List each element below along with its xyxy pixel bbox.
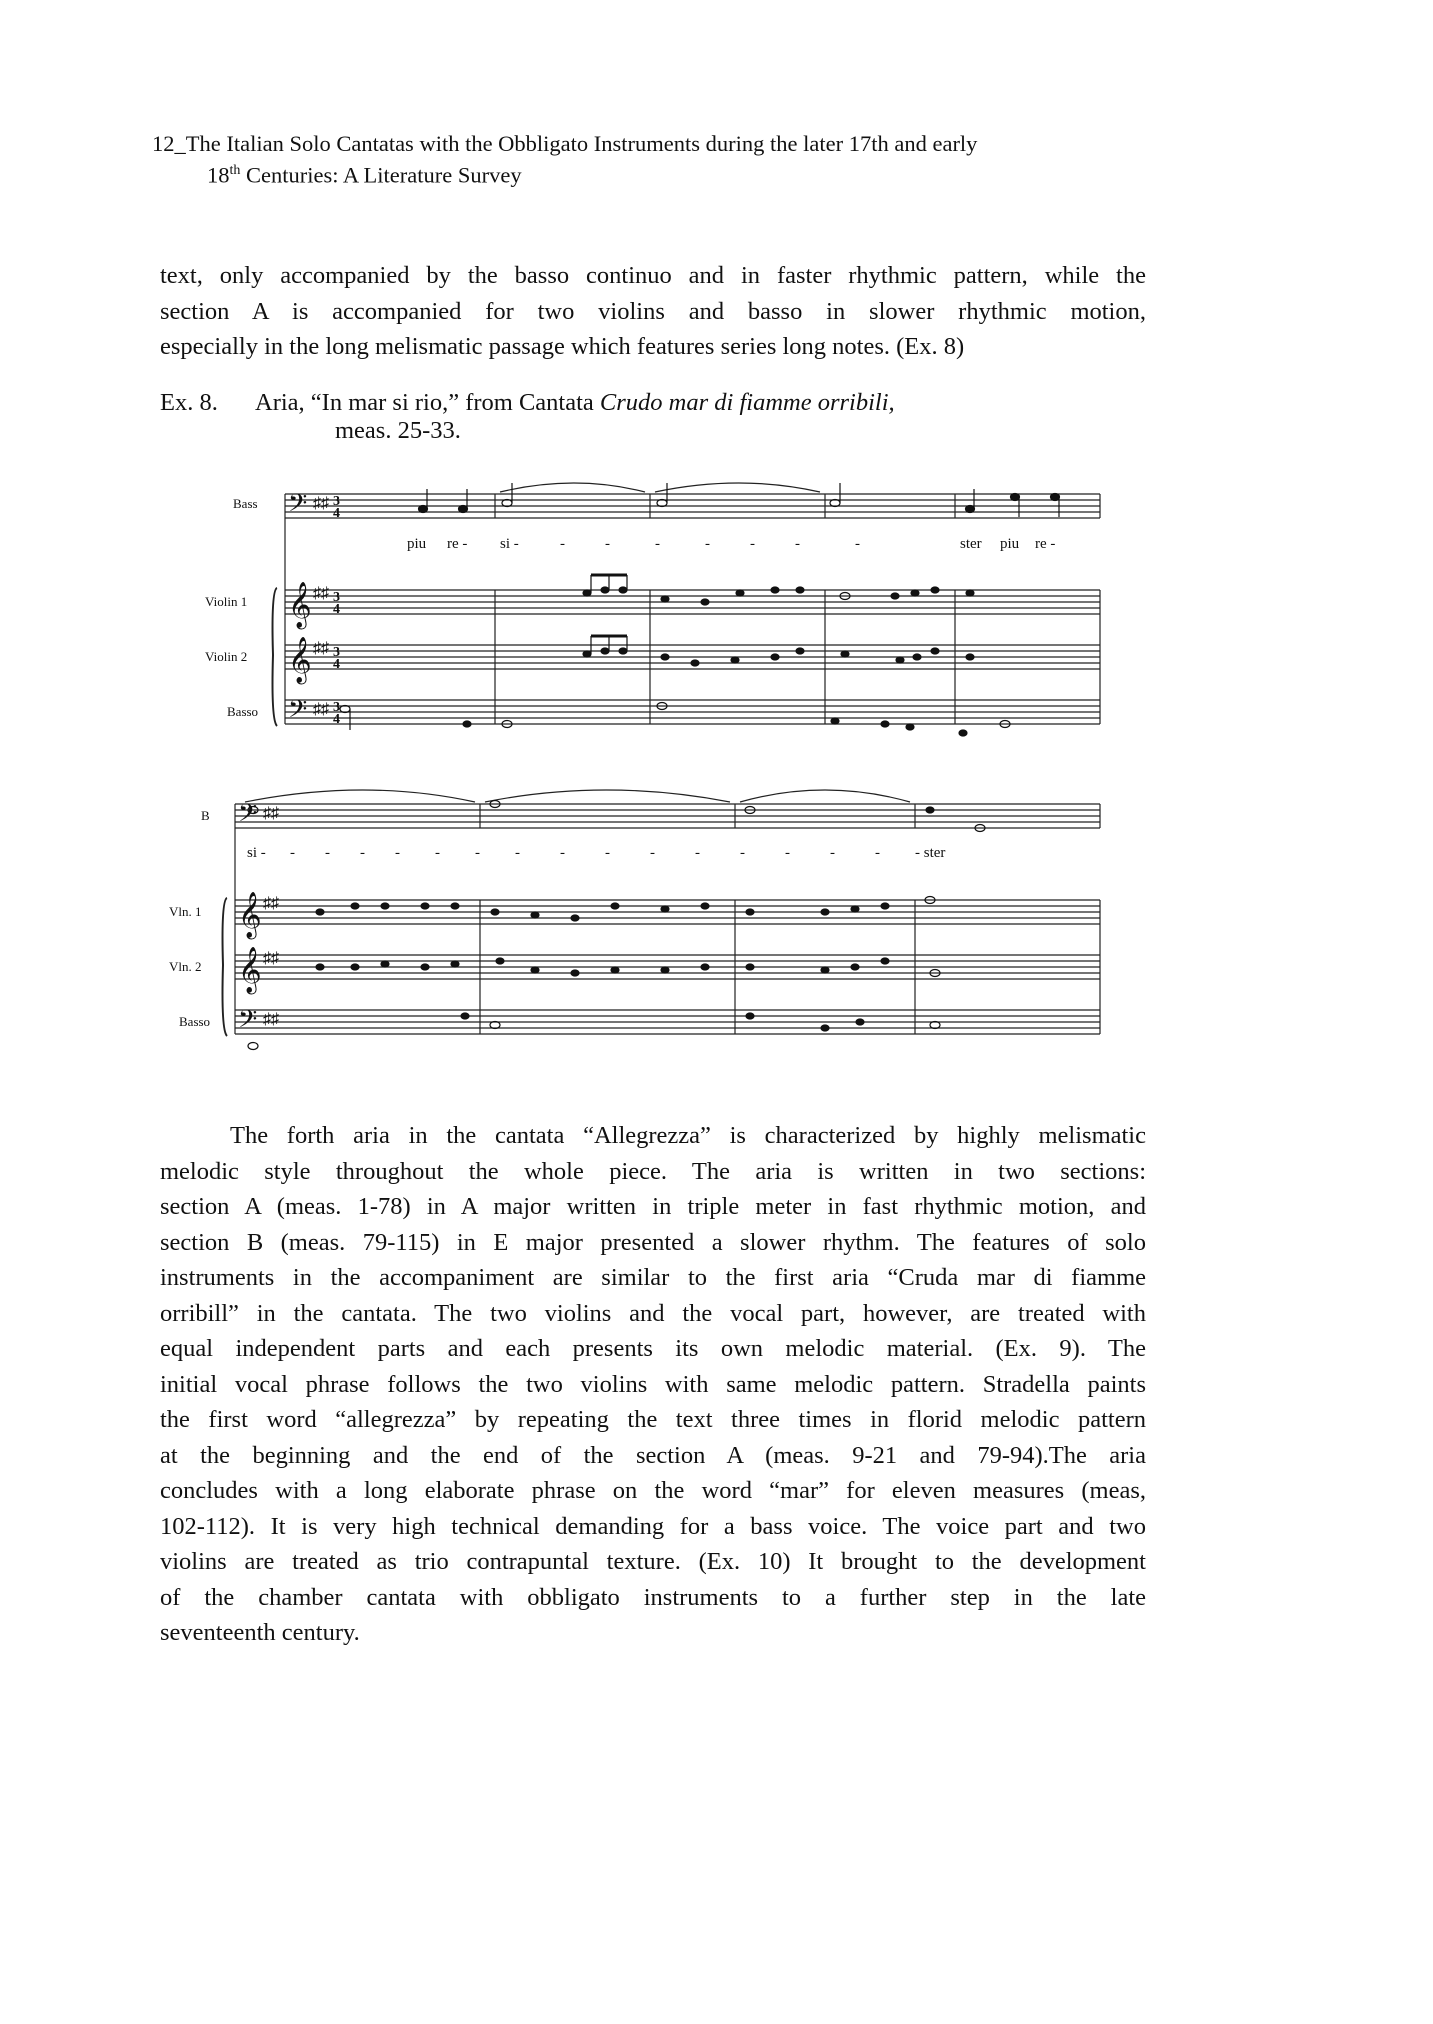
svg-text:♯♯: ♯♯ [263,805,279,822]
svg-text:4: 4 [333,712,340,727]
staff-basso2-lines [235,1010,1100,1034]
bass-clef-icon: 𝄢 [238,1006,258,1039]
lyric: - [395,845,400,861]
lyric: piu [407,536,427,552]
svg-text:3: 3 [333,494,340,509]
paragraph-2 [160,1118,1146,1651]
lyric: re - [1035,536,1056,552]
staff-label: Basso [227,704,259,719]
svg-text:3: 3 [333,590,340,605]
lyric: - [560,536,565,552]
bass-clef-icon: 𝄢 [288,490,308,523]
header-line-1: 12_The Italian Solo Cantatas with the Obbligato Instruments during the later 17th and early [152,131,978,156]
lyric: - [650,845,655,861]
lyric: - [605,536,610,552]
bass-clef-icon: 𝄢 [238,800,258,833]
paragraph-1 [160,258,1146,365]
lyric: - [475,845,480,861]
svg-text:3: 3 [333,700,340,715]
staff-label: Bass [233,496,258,511]
lyric: - [325,845,330,861]
svg-text:4: 4 [333,506,340,521]
music-score-example-8 [169,480,1125,1050]
text-line: especially in the long melismatic passage which features series long notes. (Ex. 8) [160,333,965,360]
lyric: - [515,845,520,861]
svg-text:♯♯: ♯♯ [313,701,329,718]
svg-text:4: 4 [333,602,340,617]
text-line: of the chamber cantata with obbligato instruments to a further step in the late [160,1583,1146,1611]
lyric: - [560,845,565,861]
lyric: - [740,845,745,861]
lyric: - [855,536,860,552]
lyric: - [695,845,700,861]
example-caption [160,388,895,446]
bass-clef-icon: 𝄢 [288,696,308,729]
lyric: - [655,536,660,552]
text-line: section A is accompanied for two violins and basso in slower rhythmic motion, [160,297,1146,325]
lyric: - [705,536,710,552]
treble-clef-icon: 𝄞 [238,892,262,937]
running-header [152,130,1152,189]
staff-bass-lines [285,494,1100,518]
lyric: re - [447,536,468,552]
lyric: - [875,845,880,861]
svg-text:♯♯: ♯♯ [263,895,279,912]
lyric: piu [1000,536,1020,552]
lyric: - [360,845,365,861]
text-line: 102-112). It is very high technical demanding for a bass voice. The voice part and two [160,1512,1146,1540]
text-line: melodic style throughout the whole piece. The aria is written in two sections: [160,1157,1146,1185]
example-title: Aria, “In mar si rio,” from Cantata [255,389,600,416]
text-line: The forth aria in the cantata “Allegrezza” is characterized by highly melismatic [230,1122,1146,1149]
cantata-title: Crudo mar di fiamme orribili, [599,389,895,416]
lyric: - [605,845,610,861]
svg-text:♯♯: ♯♯ [263,950,279,967]
text-line: the first word “allegrezza” by repeating the text three times in florid melodic pattern [160,1406,1146,1433]
svg-text:3: 3 [333,645,340,660]
lyric: - [795,536,800,552]
lyric: si - [247,845,266,861]
svg-text:♯♯: ♯♯ [313,585,329,602]
lyric: - [435,845,440,861]
text-line: seventeenth century. [160,1619,360,1646]
text-line: section B (meas. 79-115) in E major presented a slower rhythm. The features of solo [160,1228,1146,1256]
lyric: - [830,845,835,861]
staff-label: Violin 2 [205,649,248,664]
staff-label: B [201,808,210,823]
staff-label: Vln. 1 [169,904,202,919]
staff-label: Vln. 2 [169,959,202,974]
staff-label: Violin 1 [205,594,248,609]
treble-clef-icon: 𝄞 [288,637,312,682]
staff-label: Basso [179,1014,211,1029]
text-line: equal independent parts and each presents its own melodic material. (Ex. 9). The [160,1335,1146,1362]
text-line: violins are treated as trio contrapuntal texture. (Ex. 10) It brought to the development [160,1548,1146,1575]
svg-text:♯♯: ♯♯ [313,640,329,657]
header-line-2: 18th Centuries: A Literature Survey [207,162,522,188]
example-number: Ex. 8. [160,389,218,416]
text-line: concludes with a long elaborate phrase on the word “mar” for eleven measures (meas, [160,1477,1146,1504]
treble-clef-icon: 𝄞 [238,947,262,992]
text-line: orribill” in the cantata. The two violins and the vocal part, however, are treated with [160,1299,1146,1327]
text-line: text, only accompanied by the basso continuo and in faster rhythmic pattern, while the [160,262,1146,289]
lyric: si - [500,536,519,552]
lyric: - [785,845,790,861]
lyric: - ster [915,845,946,861]
lyric: - [750,536,755,552]
treble-clef-icon: 𝄞 [288,582,312,627]
lyric: - [290,845,295,861]
lyric: ster [960,536,982,552]
text-line: instruments in the accompaniment are similar to the first aria “Cruda mar di fiamme [160,1264,1146,1291]
staff-basso-lines [285,700,1100,724]
staff-violin1-lines [285,590,1100,614]
text-line: at the beginning and the end of the section A (meas. 9-21 and 79-94).The aria [160,1441,1146,1469]
svg-text:♯♯: ♯♯ [313,495,329,512]
text-line: section A (meas. 1-78) in A major written in triple meter in fast rhythmic motion, and [160,1193,1146,1220]
svg-text:4: 4 [333,657,340,672]
example-measures: meas. 25-33. [335,417,461,444]
svg-text:♯♯: ♯♯ [263,1011,279,1028]
text-line: initial vocal phrase follows the two violins with same melodic pattern. Stradella paints [160,1370,1146,1398]
staff-b-lines [235,804,1100,828]
